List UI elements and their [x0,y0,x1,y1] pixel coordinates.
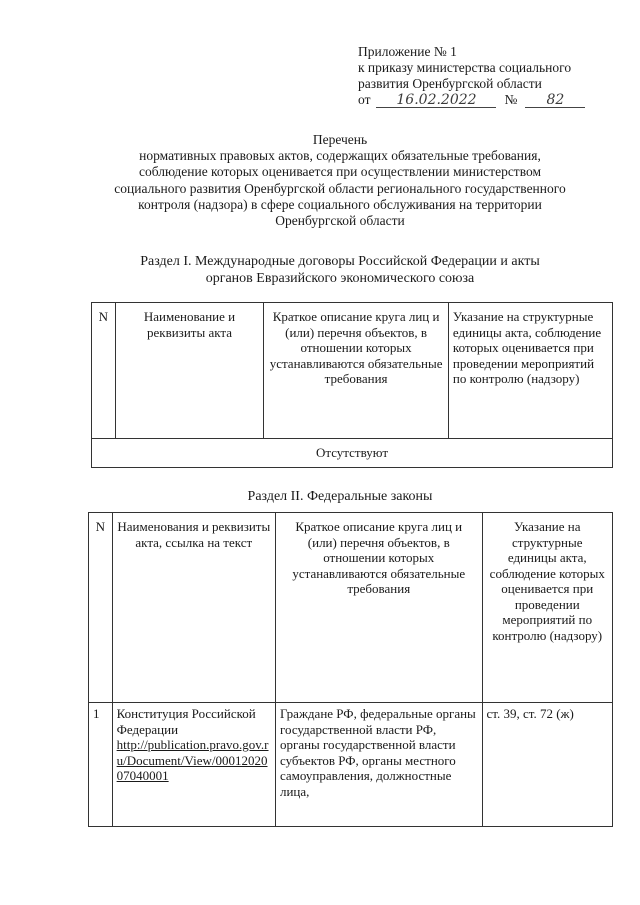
section-1-table [91,302,613,468]
handwritten-date: 16.02.2022 [376,93,496,108]
handwritten-number: 82 [525,93,585,108]
title-line-4: социального развития Оренбургской области регионального государственного [114,180,566,196]
appendix-date-line [358,92,628,108]
section-1-heading [100,253,580,287]
header-units: Указание на структурные единицы акта, соблюдение которых оценивается при проведении мероприятий по контролю (надзору) [482,513,613,703]
appendix-block [358,44,628,108]
header-act-name: Наименования и реквизиты акта, ссылка на текст [112,513,275,703]
table-header-row [89,513,613,703]
section-1-heading-line-2: органов Евразийского экономического союза [205,271,475,286]
from-label: от [358,92,371,107]
table-row [89,703,613,827]
appendix-line-1: Приложение № 1 [358,44,457,59]
document-title [100,132,580,229]
act-name: Конституция Российской Федерации [116,706,256,737]
header-subjects: Краткое описание круга лиц и (или) перечня объектов, в отношении которых устанавливаются обязательные требования [264,303,449,439]
units-cell: ст. 39, ст. 72 (ж) [482,703,613,827]
title-line-5: контроля (надзора) в сфере социального обслуживания на территории [138,196,542,212]
title-line-1: Перечень [312,132,368,147]
title-line-6: Оренбургской области [275,213,405,229]
header-act-name: Наименование и реквизиты акта [115,303,264,439]
title-line-2: нормативных правовых актов, содержащих обязательные требования, [139,148,541,164]
table-row [92,439,613,468]
section-2-heading: Раздел II. Федеральные законы [247,489,433,504]
header-units: Указание на структурные единицы акта, соблюдение которых оценивается при проведении мероприятий по контролю (надзору) [448,303,612,439]
subjects-cell: Граждане РФ, федеральные органы государственной власти РФ, органы государственной власти субъектов РФ, органы местного самоуправления, должностные лица, [275,703,482,827]
act-cell [112,703,275,827]
title-line-3: соблюдение которых оценивается при осуществлении министерством [138,164,542,180]
row-number: 1 [89,703,113,827]
appendix-line-2: к приказу министерства социального [358,60,572,75]
header-n: N [92,303,116,439]
section-1-heading-line-1: Раздел I. Международные договоры Российской Федерации и акты [140,254,540,269]
header-n: N [89,513,113,703]
act-link[interactable]: http://publication.pravo.gov.ru/Document/View/0001202007040001 [116,737,269,783]
section-2-table [88,512,613,827]
appendix-line-3: развития Оренбургской области [358,76,542,91]
absent-cell: Отсутствуют [92,439,613,468]
table-header-row [92,303,613,439]
header-subjects: Краткое описание круга лиц и (или) перечня объектов, в отношении которых устанавливаются обязательные требования [275,513,482,703]
number-label: № [504,92,518,107]
